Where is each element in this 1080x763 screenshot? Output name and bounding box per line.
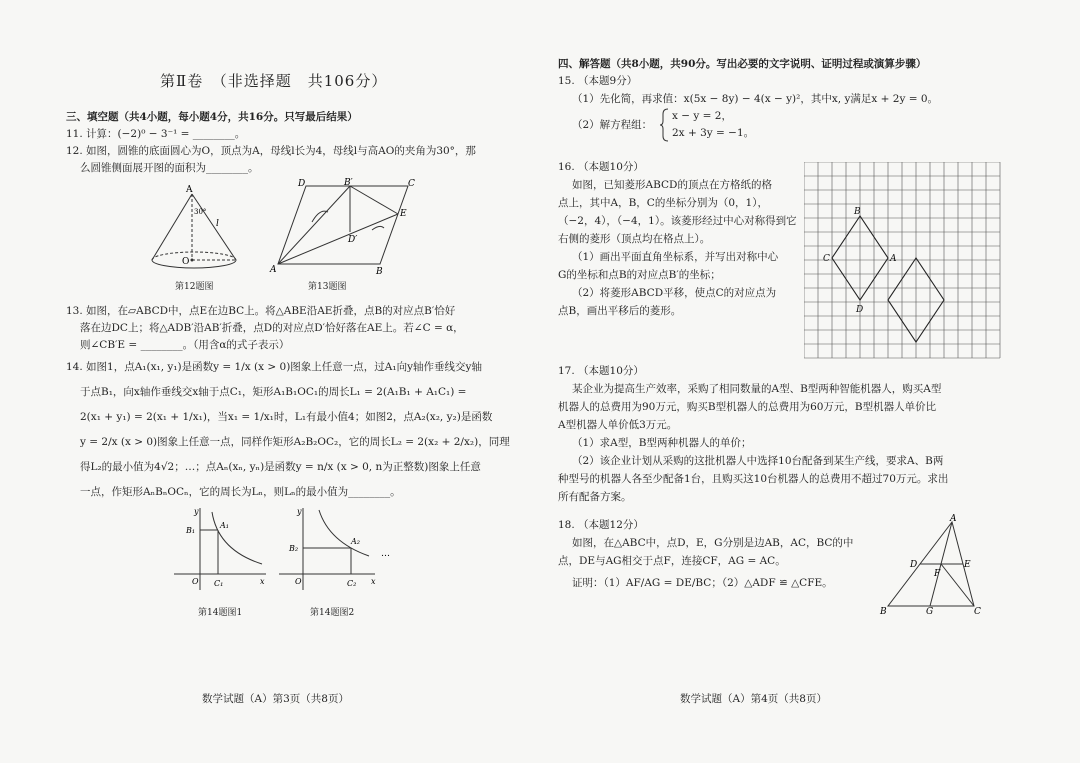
question-16-line-3: （−2，4），（−4，1）。该菱形经过中心对称得到它 [558, 215, 797, 227]
question-15-heading: 15. （本题9分） [558, 75, 638, 87]
figure-18-triangle [876, 512, 986, 616]
figure-12-cone [140, 182, 250, 287]
fig12-label-o: O [182, 257, 190, 267]
question-17-line-7: 所有配备方案。 [558, 491, 632, 503]
question-16-line-7: （2）将菱形ABCD平移，使点C的对应点为 [572, 287, 777, 299]
figure-12-caption: 第12题图 [175, 282, 214, 292]
figure-16-grid [804, 162, 1014, 364]
question-14-line-1: 14. 如图1，点A₁(x₁, y₁)是函数y = 1/x (x > 0)图象上任意一点，过A₁向y轴作垂线交y轴 [66, 361, 482, 373]
equation-system-brace [660, 108, 670, 142]
fig16-label-c: C [823, 254, 830, 264]
question-12-line-2: 么圆锥侧面展开图的面积为________。 [80, 162, 259, 174]
fig14b-ellipsis: … [381, 549, 390, 559]
question-16-line-4: 右侧的菱形（顶点均在格点上）。 [558, 233, 711, 245]
figure-14-graph-2 [275, 504, 395, 596]
fig13-label-e: E [400, 209, 407, 219]
fig14a-label-y: y [194, 507, 199, 516]
figure-13-parallelogram [268, 178, 418, 276]
fig16-label-a: A [890, 254, 897, 264]
fig13-label-c: C [408, 179, 415, 189]
question-17-heading: 17. （本题10分） [558, 365, 644, 377]
question-16-heading: 16. （本题10分） [558, 161, 644, 173]
question-18-line-2: 点，DE与AG相交于点F，连接CF，AG = AC。 [558, 555, 786, 567]
fig14a-label-a1: A₁ [220, 521, 229, 530]
question-13-line-1: 13. 如图，在▱ABCD中，点E在边BC上。将△ABE沿AE折叠，点B的对应点B′恰好 [66, 305, 456, 317]
fig13-label-d: D [298, 179, 306, 189]
fig18-label-e: E [964, 560, 971, 570]
fig18-label-d: D [910, 560, 918, 570]
fig14b-label-x: x [371, 577, 376, 586]
question-18-line-3: 证明：（1）AF/AG = DE/BC；（2）△ADF ≌ △CFE。 [572, 577, 833, 589]
question-16-line-8: 点B，画出平移后的菱形。 [558, 305, 682, 317]
question-15-part-2-label: （2）解方程组： [572, 119, 653, 131]
fig14a-label-b1: B₁ [186, 526, 196, 535]
equation-1: x − y = 2， [672, 110, 732, 122]
page-3-footer: 数学试题（A）第3页（共8页） [202, 693, 349, 705]
question-16-line-6: G的坐标和点B的对应点B′的坐标； [558, 269, 721, 281]
section-4-heading: 四、解答题（共8小题，共90分。写出必要的文字说明、证明过程或演算步骤） [558, 58, 927, 70]
question-17-line-6: 种型号的机器人各至少配备1台，且购买这10台机器人的总费用不超过70万元。求出 [558, 473, 949, 485]
figure-13-caption: 第13题图 [308, 282, 347, 292]
fig18-label-g: G [926, 607, 934, 616]
fig18-label-f: F [934, 569, 941, 579]
fig13-label-a: A [270, 265, 277, 275]
question-17-line-5: （2）该企业计划从采购的这批机器人中选择10台配备到某生产线，要求A、B两 [572, 455, 944, 467]
fig13-label-b: B [376, 267, 383, 276]
figure-14-2-caption: 第14题图2 [310, 608, 355, 618]
question-16-line-5: （1）画出平面直角坐标系，并写出对称中心 [572, 251, 779, 263]
fig16-label-d: D [856, 305, 864, 315]
question-14-line-2: 于点B₁，向x轴作垂线交x轴于点C₁，矩形A₁B₁OC₁的周长L₁ = 2(A₁B₁ + A₁C₁) = [80, 386, 467, 398]
fig14b-label-c2: C₂ [347, 579, 357, 588]
question-16-line-2: 点上，其中A，B，C的坐标分别为（0，1）， [558, 197, 768, 209]
question-14-line-4: y = 2/x (x > 0)图象上任意一点，同样作矩形A₂B₂OC₂，它的周长L₂ = 2(x₂ + 2/x₂)，同理 [80, 436, 510, 448]
fig14a-label-o: O [192, 577, 199, 586]
figure-14-graph-1 [170, 504, 270, 596]
page-title: 第Ⅱ卷 （非选择题 共106分） [160, 72, 388, 90]
page-4 [540, 0, 1080, 763]
question-17-line-3: A型机器人单价低3万元。 [558, 419, 678, 431]
question-17-line-2: 机器人的总费用为90万元，购买B型机器人的总费用为60万元，B型机器人单价比 [558, 401, 937, 413]
figure-14-1-caption: 第14题图1 [198, 608, 243, 618]
section-3-heading: 三、填空题（共4小题，每小题4分，共16分。只写最后结果） [66, 111, 358, 123]
question-18-line-1: 如图，在△ABC中，点D，E，G分别是边AB，AC，BC的中 [572, 537, 854, 549]
question-13-line-3: 则∠CB′E = ________。（用含α的式子表示） [80, 339, 290, 351]
fig14a-label-x: x [260, 577, 265, 586]
fig14b-label-o: O [295, 577, 302, 586]
fig14b-label-y: y [297, 507, 302, 516]
fig14b-label-b2: B₂ [289, 544, 299, 553]
question-11: 11. 计算：(−2)⁰ − 3⁻¹ = ________。 [66, 128, 246, 140]
equation-2: 2x + 3y = −1。 [672, 127, 755, 139]
fig13-label-b-prime: B′ [344, 178, 353, 188]
question-13-line-2: 落在边DC上；将△ADB′沿AB′折叠，点D的对应点D′恰好落在AE上。若∠C = α， [80, 322, 464, 334]
question-14-line-6: 一点，作矩形AₙBₙOCₙ，它的周长为Lₙ，则Lₙ的最小值为________。 [80, 486, 401, 498]
fig13-label-d-prime: D′ [348, 235, 358, 245]
fig18-label-c: C [974, 607, 981, 616]
fig12-label-a: A [186, 185, 193, 195]
question-17-line-4: （1）求A型，B型两种机器人的单价； [572, 437, 752, 449]
fig14a-label-c1: C₁ [214, 579, 224, 588]
question-15-part-1: （1）先化简，再求值：x(5x − 8y) − 4(x − y)²，其中x, y满足x + 2y = 0。 [572, 93, 939, 105]
question-18-heading: 18. （本题12分） [558, 519, 644, 531]
fig12-label-l: l [216, 219, 219, 229]
question-17-line-1: 某企业为提高生产效率，采购了相同数量的A型、B型两种智能机器人，购买A型 [572, 383, 942, 395]
fig18-label-b: B [880, 607, 887, 616]
fig16-label-b: B [854, 207, 861, 217]
fig18-label-a: A [950, 514, 957, 524]
question-14-line-5: 得L₂的最小值为4√2；…；点Aₙ(xₙ, yₙ)是函数y = n/x (x > 0, n为正整数)图象上任意 [80, 461, 481, 473]
question-16-line-1: 如图，已知菱形ABCD的顶点在方格纸的格 [572, 179, 772, 191]
page-4-footer: 数学试题（A）第4页（共8页） [680, 693, 827, 705]
fig14b-label-a2: A₂ [351, 537, 360, 546]
question-14-line-3: 2(x₁ + y₁) = 2(x₁ + 1/x₁)，当x₁ = 1/x₁时，L₁有最小值4；如图2，点A₂(x₂, y₂)是函数 [80, 411, 493, 423]
fig12-label-angle: 30° [194, 208, 207, 216]
question-12-line-1: 12. 如图，圆锥的底面圆心为O，顶点为A，母线l长为4，母线l与高AO的夹角为30°，那 [66, 145, 476, 157]
